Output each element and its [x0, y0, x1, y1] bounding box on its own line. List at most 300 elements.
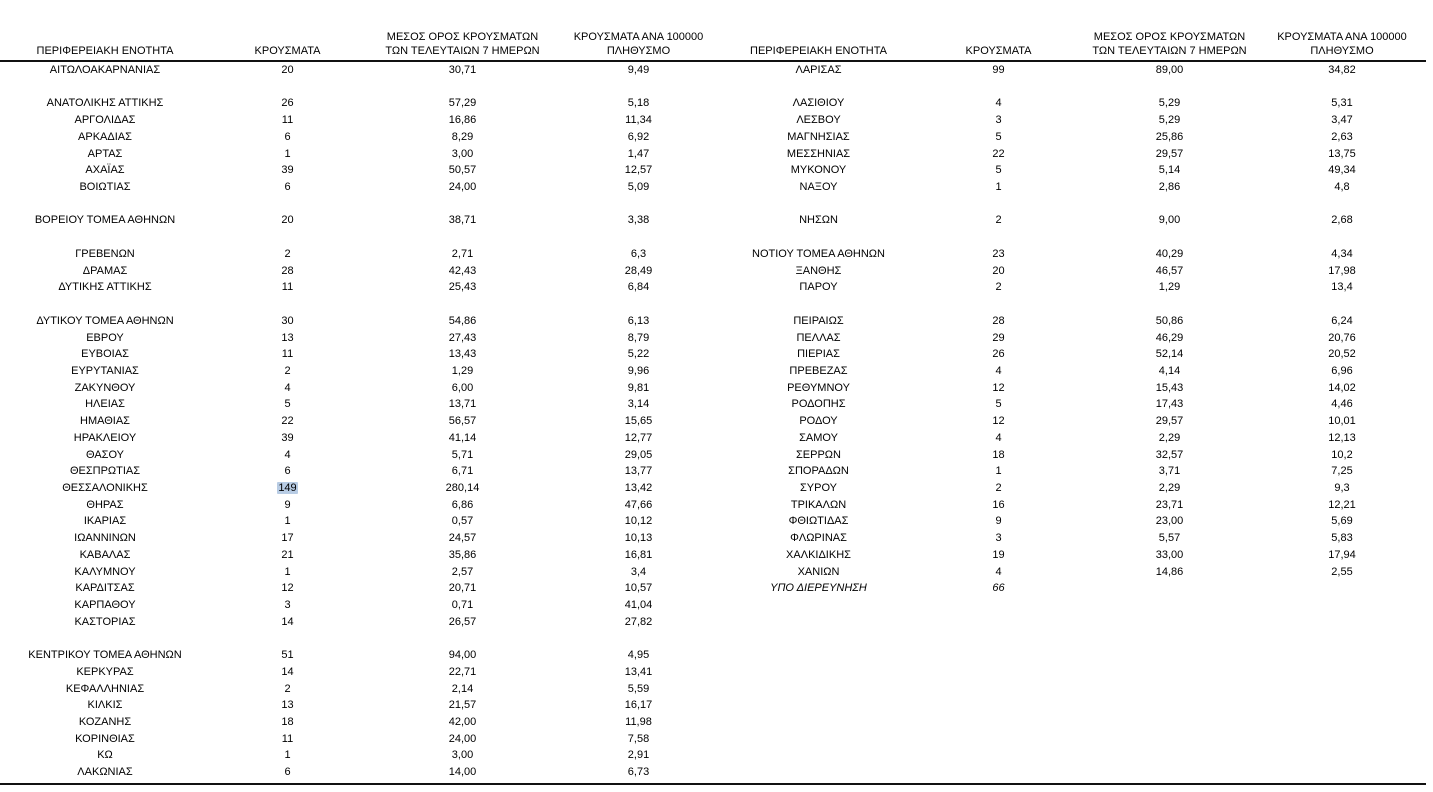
avg-7day-cases-cell: 29,57	[1155, 415, 1184, 428]
cases-cell: 1	[284, 147, 291, 160]
region-name-cell: ΛΕΣΒΟΥ	[796, 114, 841, 127]
avg-7day-cases-cell: 2,86	[1158, 181, 1181, 194]
avg-7day-cases-cell: 21,57	[448, 699, 477, 712]
bottom-rule	[0, 783, 1426, 785]
region-name-cell: ΡΟΔΟΠΗΣ	[791, 398, 846, 411]
avg-7day-cases-cell: 23,71	[1155, 498, 1184, 511]
avg-7day-cases-cell: 280,14	[445, 481, 480, 494]
avg-7day-cases-cell: 2,57	[451, 565, 474, 578]
left-col-header-per100k-line1: ΚΡΟΥΣΜΑΤΑ ΑΝΑ 100000	[573, 31, 704, 43]
table-row	[0, 212, 717, 229]
cases-cell: 6	[284, 465, 291, 478]
right-col-header-per100k-line2: ΠΛΗΘΥΣΜΟ	[1310, 45, 1374, 57]
avg-7day-cases-cell: 8,29	[451, 130, 474, 143]
cases-per-100k-cell: 28,49	[624, 264, 653, 277]
avg-7day-cases-cell: 0,71	[451, 599, 474, 611]
cases-per-100k-cell: 13,77	[624, 465, 653, 478]
table-row	[717, 62, 1422, 79]
table-row	[717, 564, 1422, 581]
region-name-cell: ΚΑΛΥΜΝΟΥ	[74, 565, 136, 578]
cases-per-100k-cell: 11,34	[625, 114, 652, 127]
table-body	[0, 62, 1433, 781]
cases-cell: 18	[281, 716, 294, 729]
cases-cell: 1	[284, 515, 291, 528]
cases-cell: 5	[995, 164, 1002, 177]
cases-per-100k-cell: 16,17	[624, 699, 653, 712]
table-row	[0, 263, 717, 280]
table-row	[0, 179, 717, 196]
region-name-cell: ΚΕΦΑΛΛΗΝΙΑΣ	[65, 682, 145, 695]
avg-7day-cases-cell: 13,43	[448, 348, 477, 361]
table-row	[717, 95, 1422, 112]
avg-7day-cases-cell: 20,71	[448, 582, 477, 595]
cases-per-100k-cell: 5,22	[627, 348, 650, 361]
table-row	[717, 146, 1422, 163]
cases-per-100k-cell: 6,92	[627, 130, 650, 143]
region-name-cell: ΚΑΡΔΙΤΣΑΣ	[75, 582, 135, 595]
table-row	[0, 547, 717, 564]
avg-7day-cases-cell: 5,71	[451, 448, 474, 461]
spacer-row	[0, 196, 717, 213]
right-col-header-per100k-line1: ΚΡΟΥΣΜΑΤΑ ΑΝΑ 100000	[1277, 31, 1407, 43]
region-name-cell: ΝΗΣΩΝ	[799, 214, 838, 227]
avg-7day-cases-cell: 5,29	[1158, 114, 1181, 127]
cases-per-100k-cell: 29,05	[624, 448, 653, 461]
avg-7day-cases-cell: 2,29	[1158, 481, 1181, 494]
region-name-cell: ΗΡΑΚΛΕΙΟΥ	[73, 431, 137, 444]
cases-cell: 14	[281, 665, 294, 678]
cases-per-100k-cell: 2,55	[1331, 565, 1353, 578]
table-row	[0, 731, 717, 748]
right-col-header-cases-label: ΚΡΟΥΣΜΑΤΑ	[965, 45, 1032, 57]
table-row	[717, 212, 1422, 229]
table-row	[717, 497, 1422, 514]
cases-per-100k-cell: 10,13	[624, 532, 653, 545]
cases-per-100k-cell	[1262, 580, 1422, 597]
cases-per-100k-cell: 2,68	[1331, 214, 1353, 227]
cases-cell: 39	[281, 431, 294, 444]
avg-7day-cases-cell	[1077, 580, 1262, 597]
table-row	[0, 396, 717, 413]
cases-cell: 22	[281, 415, 294, 428]
avg-7day-cases-cell: 24,00	[448, 732, 477, 745]
cases-cell: 66	[992, 582, 1005, 595]
region-name-cell: ΑΡΓΟΛΙΔΑΣ	[74, 114, 136, 127]
cases-per-100k-cell: 3,4	[630, 565, 647, 578]
table-row	[0, 697, 717, 714]
avg-7day-cases-cell: 2,71	[451, 247, 474, 260]
cases-cell: 11	[281, 732, 294, 745]
right-table	[717, 62, 1433, 597]
table-row	[717, 447, 1422, 464]
avg-7day-cases-cell: 5,14	[1158, 164, 1181, 177]
cases-per-100k-cell: 8,79	[627, 331, 650, 344]
avg-7day-cases-cell: 24,57	[448, 532, 477, 545]
cases-cell: 4	[995, 565, 1002, 578]
cases-cell: 5	[284, 398, 291, 411]
table-row	[0, 614, 717, 631]
table-row	[0, 664, 717, 681]
region-name-cell: ΛΑΚΩΝΙΑΣ	[77, 766, 133, 779]
region-name-cell: ΑΝΑΤΟΛΙΚΗΣ ΑΤΤΙΚΗΣ	[46, 97, 164, 110]
region-name-cell: ΡΟΔΟΥ	[799, 415, 838, 428]
cases-per-100k-cell: 34,82	[1328, 64, 1356, 76]
region-name-cell: ΠΑΡΟΥ	[799, 281, 838, 294]
region-name-cell: ΣΑΜΟΥ	[799, 431, 838, 444]
table-row	[717, 246, 1422, 263]
table-row	[0, 714, 717, 731]
table-row	[0, 447, 717, 464]
cases-cell: 51	[281, 649, 294, 662]
cases-cell: 21	[281, 548, 294, 561]
left-col-header-cases-label: ΚΡΟΥΣΜΑΤΑ	[254, 45, 321, 57]
table-row	[0, 246, 717, 263]
cases-cell: 99	[992, 64, 1005, 76]
cases-per-100k-cell: 2,91	[627, 749, 650, 762]
cases-per-100k-cell: 10,12	[624, 515, 653, 528]
region-name-cell: ΑΡΤΑΣ	[87, 147, 123, 160]
region-name-cell: ΣΕΡΡΩΝ	[796, 448, 841, 461]
avg-7day-cases-cell: 27,43	[448, 331, 477, 344]
left-col-header-per100k	[560, 30, 717, 60]
cases-cell: 17	[281, 532, 294, 545]
avg-7day-cases-cell: 35,86	[448, 548, 477, 561]
table-row	[0, 480, 717, 497]
avg-7day-cases-cell: 3,00	[451, 147, 474, 160]
cases-cell: 4	[995, 364, 1002, 377]
cases-cell: 16	[992, 498, 1005, 511]
region-name-cell: ΛΑΡΙΣΑΣ	[795, 64, 842, 76]
cases-cell: 3	[995, 532, 1002, 545]
cases-cell: 6	[284, 130, 291, 143]
cases-per-100k-cell: 5,83	[1331, 532, 1353, 545]
table-row	[717, 380, 1422, 397]
cases-per-100k-cell: 6,3	[630, 247, 647, 260]
cases-cell: 2	[995, 214, 1002, 227]
cases-cell: 22	[992, 147, 1005, 160]
region-name-cell: ΜΥΚΟΝΟΥ	[790, 164, 847, 177]
spacer-row	[717, 296, 1422, 313]
table-row	[717, 513, 1422, 530]
selected-cases-value[interactable]: 149	[278, 481, 297, 494]
cases-per-100k-cell: 3,14	[627, 398, 650, 411]
cases-cell: 5	[995, 398, 1002, 411]
avg-7day-cases-cell: 24,00	[448, 181, 477, 194]
cases-cell: 19	[992, 548, 1005, 561]
region-name-cell: ΔΥΤΙΚΗΣ ΑΤΤΙΚΗΣ	[58, 281, 152, 294]
cases-per-100k-cell: 12,77	[624, 431, 653, 444]
table-row	[0, 363, 717, 380]
cases-cell: 12	[992, 381, 1005, 394]
right-col-header-region-label: ΠΕΡΙΦΕΡΕΙΑΚΗ ΕΝΟΤΗΤΑ	[750, 45, 887, 57]
avg-7day-cases-cell: 52,14	[1155, 348, 1184, 361]
cases-per-100k-cell: 4,46	[1331, 398, 1353, 411]
table-row	[717, 330, 1422, 347]
cases-cell: 4	[995, 431, 1002, 444]
cases-cell: 1	[995, 465, 1002, 478]
left-col-header-avg7-line2: ΤΩΝ ΤΕΛΕΥΤΑΙΩΝ 7 ΗΜΕΡΩΝ	[385, 45, 540, 57]
avg-7day-cases-cell: 50,86	[1155, 314, 1184, 327]
cases-per-100k-cell: 16,81	[624, 548, 653, 561]
region-name-cell: ΧΑΛΚΙΔΙΚΗΣ	[786, 548, 851, 561]
cases-cell: 5	[995, 130, 1002, 143]
avg-7day-cases-cell: 22,71	[448, 665, 477, 678]
cases-per-100k-cell: 9,49	[627, 64, 650, 76]
cases-per-100k-cell: 9,96	[627, 364, 650, 377]
table-row	[0, 62, 717, 79]
avg-7day-cases-cell: 54,86	[448, 314, 477, 327]
right-col-header-avg7-line2: ΤΩΝ ΤΕΛΕΥΤΑΙΩΝ 7 ΗΜΕΡΩΝ	[1092, 45, 1247, 57]
cases-per-100k-cell: 6,73	[627, 766, 650, 779]
table-row	[0, 747, 717, 764]
region-name-cell: ΧΑΝΙΩΝ	[797, 565, 840, 578]
region-name-cell: ΕΥΡΥΤΑΝΙΑΣ	[71, 364, 139, 377]
table-row	[0, 430, 717, 447]
region-name-cell: ΚΟΖΑΝΗΣ	[78, 716, 132, 729]
cases-cell: 9	[995, 515, 1002, 528]
left-col-header-cases	[210, 44, 365, 60]
region-name-cell: ΚΑΒΑΛΑΣ	[79, 548, 131, 561]
table-row	[0, 681, 717, 698]
cases-per-100k-cell: 10,01	[1328, 415, 1356, 428]
table-row	[717, 179, 1422, 196]
avg-7day-cases-cell: 5,57	[1158, 532, 1181, 545]
region-name-cell: ΔΥΤΙΚΟΥ ΤΟΜΕΑ ΑΘΗΝΩΝ	[36, 314, 174, 327]
region-name-cell: ΗΜΑΘΙΑΣ	[80, 415, 130, 428]
avg-7day-cases-cell: 26,57	[448, 615, 477, 628]
cases-per-100k-cell: 6,13	[627, 314, 650, 327]
region-name-cell: ΚΙΛΚΙΣ	[87, 699, 123, 712]
left-col-header-avg7	[365, 30, 560, 60]
cases-cell: 2	[284, 364, 291, 377]
cases-per-100k-cell: 10,57	[624, 582, 653, 595]
cases-per-100k-cell: 13,75	[1328, 147, 1356, 160]
cases-cell: 3	[995, 114, 1002, 127]
avg-7day-cases-cell: 41,14	[448, 431, 477, 444]
table-row	[717, 530, 1422, 547]
spacer-row	[0, 79, 717, 96]
table-row	[0, 530, 717, 547]
cases-per-100k-cell: 5,69	[1331, 515, 1353, 528]
region-name-cell: ΚΕΡΚΥΡΑΣ	[76, 665, 134, 678]
cases-cell: 23	[992, 247, 1005, 260]
table-row	[717, 480, 1422, 497]
cases-cell: 4	[995, 97, 1002, 110]
cases-cell: 4	[284, 448, 291, 461]
avg-7day-cases-cell: 25,86	[1155, 130, 1184, 143]
region-name-cell: ΒΟΙΩΤΙΑΣ	[79, 181, 131, 194]
table-row	[0, 146, 717, 163]
cases-per-100k-cell: 10,2	[1331, 448, 1353, 461]
avg-7day-cases-cell: 57,29	[448, 97, 477, 110]
left-col-header-region-label: ΠΕΡΙΦΕΡΕΙΑΚΗ ΕΝΟΤΗΤΑ	[36, 45, 174, 57]
region-name-cell: ΚΑΡΠΑΘΟΥ	[74, 599, 136, 611]
cases-cell	[210, 480, 365, 497]
region-name-cell: ΘΕΣΠΡΩΤΙΑΣ	[69, 465, 141, 478]
avg-7day-cases-cell: 38,71	[448, 214, 477, 227]
cases-per-100k-cell: 5,59	[627, 682, 650, 695]
avg-7day-cases-cell: 2,14	[451, 682, 474, 695]
avg-7day-cases-cell: 2,29	[1158, 431, 1181, 444]
region-name-cell: ΞΑΝΘΗΣ	[795, 264, 842, 277]
left-col-header-region	[0, 44, 210, 60]
cases-per-100k-cell: 7,25	[1331, 465, 1353, 478]
region-name-cell: ΝΑΞΟΥ	[799, 181, 838, 194]
table-row	[0, 647, 717, 664]
table-row	[0, 279, 717, 296]
cases-per-100k-cell: 9,81	[627, 381, 650, 394]
avg-7day-cases-cell: 14,86	[1155, 565, 1184, 578]
cases-cell: 26	[992, 348, 1005, 361]
region-name-cell: ΠΡΕΒΕΖΑΣ	[789, 364, 848, 377]
table-row	[717, 162, 1422, 179]
avg-7day-cases-cell: 6,71	[451, 465, 474, 478]
table-row	[717, 346, 1422, 363]
table-row	[0, 346, 717, 363]
region-name-cell: ΙΚΑΡΙΑΣ	[83, 515, 127, 528]
region-name-cell: ΖΑΚΥΝΘΟΥ	[74, 381, 136, 394]
cases-cell: 18	[992, 448, 1005, 461]
right-col-header-per100k	[1262, 30, 1422, 60]
cases-per-100k-cell: 14,02	[1328, 381, 1356, 394]
region-name-cell: ΕΒΡΟΥ	[86, 331, 124, 344]
avg-7day-cases-cell: 3,71	[1158, 465, 1181, 478]
right-col-header-avg7	[1077, 30, 1262, 60]
cases-per-100k-cell: 4,8	[1334, 181, 1350, 194]
region-name-cell: ΘΑΣΟΥ	[85, 448, 125, 461]
spacer-row	[0, 229, 717, 246]
cases-cell: 2	[995, 281, 1002, 294]
region-name-cell: ΕΥΒΟΙΑΣ	[81, 348, 129, 361]
cases-per-100k-cell: 11,98	[625, 716, 652, 729]
cases-per-100k-cell: 2,63	[1331, 130, 1353, 143]
avg-7day-cases-cell: 46,57	[1155, 264, 1184, 277]
table-row	[0, 597, 717, 614]
cases-per-100k-cell: 13,4	[1331, 281, 1353, 294]
avg-7day-cases-cell: 0,57	[451, 515, 474, 528]
region-name-cell: ΓΡΕΒΕΝΩΝ	[75, 247, 135, 260]
cases-per-100k-cell: 47,66	[624, 498, 653, 511]
avg-7day-cases-cell: 89,00	[1155, 64, 1184, 76]
table-row	[0, 313, 717, 330]
table-row	[717, 396, 1422, 413]
table-row	[0, 95, 717, 112]
table-row	[717, 547, 1422, 564]
region-name-cell: ΣΠΟΡΑΔΩΝ	[788, 465, 849, 478]
cases-cell: 28	[992, 314, 1005, 327]
region-name-cell: ΠΕΙΡΑΙΩΣ	[793, 314, 844, 327]
cases-cell: 26	[281, 97, 294, 110]
avg-7day-cases-cell: 16,86	[448, 114, 477, 127]
cases-cell: 2	[284, 682, 291, 695]
spacer-row	[0, 296, 717, 313]
cases-per-100k-cell: 1,47	[627, 147, 650, 160]
region-name-cell: ΗΛΕΙΑΣ	[85, 398, 125, 411]
cases-cell: 2	[995, 481, 1002, 494]
table-row	[0, 580, 717, 597]
cases-cell: 13	[281, 699, 294, 712]
table-row	[717, 112, 1422, 129]
cases-per-100k-cell: 3,38	[627, 214, 650, 227]
table-row	[0, 463, 717, 480]
avg-7day-cases-cell: 40,29	[1155, 247, 1184, 260]
spacer-row	[717, 79, 1422, 96]
avg-7day-cases-cell: 32,57	[1155, 448, 1184, 461]
cases-cell: 6	[284, 181, 291, 194]
avg-7day-cases-cell: 6,86	[451, 498, 474, 511]
region-name-cell: ΣΥΡΟΥ	[799, 481, 837, 494]
table-row	[717, 463, 1422, 480]
cases-per-100k-cell: 17,94	[1328, 548, 1356, 561]
cases-per-100k-cell: 5,09	[627, 181, 650, 194]
cases-per-100k-cell: 41,04	[624, 599, 653, 611]
right-col-header-cases	[920, 44, 1077, 60]
region-name-cell: ΒΟΡΕΙΟΥ ΤΟΜΕΑ ΑΘΗΝΩΝ	[34, 214, 176, 227]
region-name-cell: ΤΡΙΚΑΛΩΝ	[790, 498, 847, 511]
spacer-row	[717, 196, 1422, 213]
spacer-row	[717, 229, 1422, 246]
table-row	[0, 330, 717, 347]
table-row	[0, 564, 717, 581]
region-name-cell: ΦΘΙΩΤΙΔΑΣ	[788, 515, 849, 528]
cases-per-100k-cell: 13,41	[624, 665, 653, 678]
cases-cell: 9	[284, 498, 291, 511]
avg-7day-cases-cell: 15,43	[1155, 381, 1184, 394]
table-row	[717, 313, 1422, 330]
region-name-cell: ΡΕΘΥΜΝΟΥ	[787, 381, 850, 394]
region-name-cell: ΑΡΚΑΔΙΑΣ	[78, 130, 132, 143]
cases-cell: 11	[281, 281, 294, 294]
avg-7day-cases-cell: 42,00	[448, 716, 477, 729]
cases-cell: 11	[281, 114, 294, 127]
region-name-cell: ΦΛΩΡΙΝΑΣ	[790, 532, 847, 545]
cases-per-100k-cell: 12,13	[1328, 431, 1356, 444]
cases-per-100k-cell: 3,47	[1331, 114, 1353, 127]
right-col-header-region	[717, 44, 920, 60]
cases-cell: 2	[284, 247, 291, 260]
cases-cell: 29	[992, 331, 1005, 344]
cases-per-100k-cell: 12,21	[1328, 498, 1356, 511]
cases-cell: 14	[281, 615, 294, 628]
avg-7day-cases-cell: 6,00	[451, 381, 474, 394]
cases-cell: 6	[284, 766, 291, 779]
table-row	[717, 279, 1422, 296]
left-table	[0, 62, 717, 781]
table-row	[717, 413, 1422, 430]
cases-per-100k-cell: 27,82	[624, 615, 653, 628]
cases-per-100k-cell: 13,42	[624, 481, 653, 494]
avg-7day-cases-cell: 56,57	[448, 415, 477, 428]
table-row	[0, 380, 717, 397]
cases-cell: 30	[281, 314, 294, 327]
cases-cell: 1	[284, 749, 291, 762]
region-name-cell: ΚΕΝΤΡΙΚΟΥ ΤΟΜΕΑ ΑΘΗΝΩΝ	[28, 649, 182, 662]
table-row	[717, 263, 1422, 280]
avg-7day-cases-cell: 23,00	[1155, 515, 1184, 528]
region-name-cell: ΑΧΑΪΑΣ	[85, 164, 125, 177]
avg-7day-cases-cell: 3,00	[451, 749, 474, 762]
region-name-cell: ΑΙΤΩΛΟΑΚΑΡΝΑΝΙΑΣ	[49, 64, 161, 76]
cases-per-100k-cell: 17,98	[1328, 264, 1356, 277]
table-row	[717, 430, 1422, 447]
cases-cell: 11	[281, 348, 294, 361]
region-name-cell: ΘΕΣΣΑΛΟΝΙΚΗΣ	[62, 481, 148, 494]
cases-cell: 20	[281, 64, 294, 76]
region-name-cell: ΛΑΣΙΘΙΟΥ	[792, 97, 845, 110]
avg-7day-cases-cell: 14,00	[448, 766, 477, 779]
avg-7day-cases-cell: 17,43	[1155, 398, 1184, 411]
table-row	[717, 580, 1422, 597]
